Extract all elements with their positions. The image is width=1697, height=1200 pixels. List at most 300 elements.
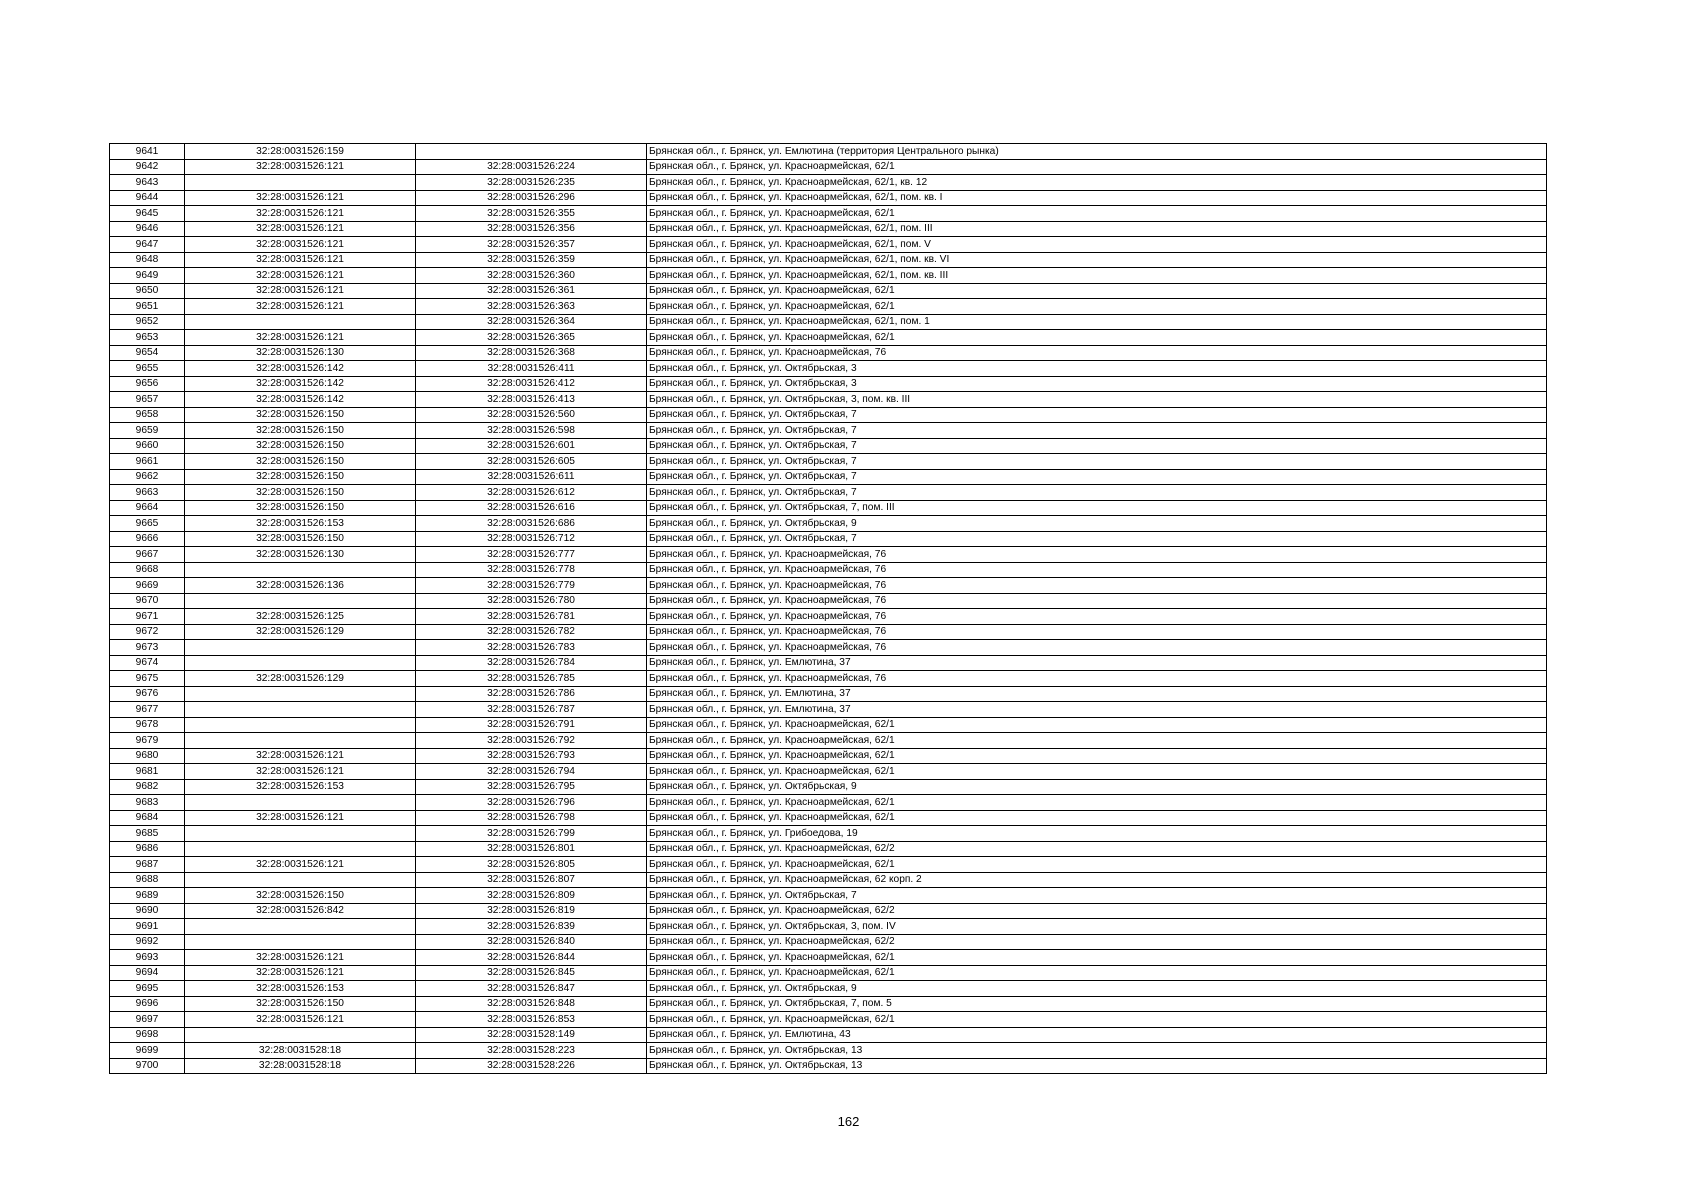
address-cell: Брянская обл., г. Брянск, ул. Красноармейская, 62/2 — [647, 903, 1547, 919]
table-row — [110, 376, 1547, 392]
row-number-cell: 9650 — [110, 283, 185, 299]
parent-cadastral-number-cell: 32:28:0031526:142 — [185, 376, 416, 392]
table-row — [110, 733, 1547, 749]
parent-cadastral-number-cell: 32:28:0031526:150 — [185, 500, 416, 516]
table-row — [110, 144, 1547, 160]
address-cell: Брянская обл., г. Брянск, ул. Октябрьская, 7 — [647, 469, 1547, 485]
address-cell: Брянская обл., г. Брянск, ул. Красноармейская, 62/1, пом. V — [647, 237, 1547, 253]
cadastral-number-cell: 32:28:0031526:839 — [416, 919, 647, 935]
table-row — [110, 748, 1547, 764]
table-row — [110, 562, 1547, 578]
table-row — [110, 268, 1547, 284]
row-number-cell: 9668 — [110, 562, 185, 578]
row-number-cell: 9695 — [110, 981, 185, 997]
address-cell: Брянская обл., г. Брянск, ул. Красноармейская, 76 — [647, 345, 1547, 361]
parent-cadastral-number-cell — [185, 175, 416, 191]
address-cell: Брянская обл., г. Брянск, ул. Красноармейская, 62/1 — [647, 857, 1547, 873]
cadastral-number-cell: 32:28:0031526:779 — [416, 578, 647, 594]
row-number-cell: 9664 — [110, 500, 185, 516]
address-cell: Брянская обл., г. Брянск, ул. Октябрьская, 13 — [647, 1058, 1547, 1074]
table-row — [110, 159, 1547, 175]
address-cell: Брянская обл., г. Брянск, ул. Красноармейская, 62/1 — [647, 795, 1547, 811]
row-number-cell: 9642 — [110, 159, 185, 175]
address-cell: Брянская обл., г. Брянск, ул. Октябрьская, 3 — [647, 361, 1547, 377]
row-number-cell: 9697 — [110, 1012, 185, 1028]
table-row — [110, 841, 1547, 857]
table-row — [110, 299, 1547, 315]
cadastral-number-cell: 32:28:0031526:560 — [416, 407, 647, 423]
parent-cadastral-number-cell — [185, 717, 416, 733]
parent-cadastral-number-cell: 32:28:0031526:150 — [185, 888, 416, 904]
table-row — [110, 361, 1547, 377]
address-cell: Брянская обл., г. Брянск, ул. Октябрьская, 9 — [647, 516, 1547, 532]
cadastral-number-cell: 32:28:0031526:795 — [416, 779, 647, 795]
parent-cadastral-number-cell: 32:28:0031526:125 — [185, 609, 416, 625]
row-number-cell: 9670 — [110, 593, 185, 609]
parent-cadastral-number-cell: 32:28:0031526:142 — [185, 392, 416, 408]
row-number-cell: 9674 — [110, 655, 185, 671]
address-cell: Брянская обл., г. Брянск, ул. Октябрьская, 9 — [647, 981, 1547, 997]
cadastral-number-cell: 32:28:0031528:149 — [416, 1027, 647, 1043]
address-cell: Брянская обл., г. Брянск, ул. Красноармейская, 62/1, пом. III — [647, 221, 1547, 237]
table-row — [110, 764, 1547, 780]
parent-cadastral-number-cell: 32:28:0031526:121 — [185, 190, 416, 206]
address-cell: Брянская обл., г. Брянск, ул. Красноармейская, 62/2 — [647, 841, 1547, 857]
parent-cadastral-number-cell — [185, 593, 416, 609]
cadastral-number-cell: 32:28:0031526:782 — [416, 624, 647, 640]
parent-cadastral-number-cell: 32:28:0031526:121 — [185, 159, 416, 175]
table-row — [110, 175, 1547, 191]
address-cell: Брянская обл., г. Брянск, ул. Октябрьская, 7 — [647, 438, 1547, 454]
address-cell: Брянская обл., г. Брянск, ул. Октябрьская, 7, пом. III — [647, 500, 1547, 516]
cadastral-number-cell: 32:28:0031526:844 — [416, 950, 647, 966]
row-number-cell: 9662 — [110, 469, 185, 485]
address-cell: Брянская обл., г. Брянск, ул. Емлютина, 37 — [647, 702, 1547, 718]
parent-cadastral-number-cell: 32:28:0031526:121 — [185, 283, 416, 299]
address-cell: Брянская обл., г. Брянск, ул. Красноармейская, 62/1 — [647, 810, 1547, 826]
parent-cadastral-number-cell — [185, 640, 416, 656]
table-row — [110, 283, 1547, 299]
table-row — [110, 857, 1547, 873]
address-cell: Брянская обл., г. Брянск, ул. Октябрьская, 3, пом. IV — [647, 919, 1547, 935]
parent-cadastral-number-cell: 32:28:0031526:121 — [185, 950, 416, 966]
table-row — [110, 795, 1547, 811]
address-cell: Брянская обл., г. Брянск, ул. Красноармейская, 76 — [647, 547, 1547, 563]
table-row — [110, 407, 1547, 423]
cadastral-number-cell: 32:28:0031526:605 — [416, 454, 647, 470]
row-number-cell: 9658 — [110, 407, 185, 423]
cadastral-number-cell: 32:28:0031526:799 — [416, 826, 647, 842]
parent-cadastral-number-cell: 32:28:0031526:150 — [185, 469, 416, 485]
table-row — [110, 423, 1547, 439]
parent-cadastral-number-cell: 32:28:0031526:136 — [185, 578, 416, 594]
cadastral-number-cell: 32:28:0031526:801 — [416, 841, 647, 857]
parent-cadastral-number-cell: 32:28:0031526:121 — [185, 965, 416, 981]
row-number-cell: 9679 — [110, 733, 185, 749]
cadastral-number-cell: 32:28:0031526:781 — [416, 609, 647, 625]
cadastral-number-cell: 32:28:0031526:368 — [416, 345, 647, 361]
row-number-cell: 9649 — [110, 268, 185, 284]
cadastral-number-cell: 32:28:0031526:783 — [416, 640, 647, 656]
table-row — [110, 1012, 1547, 1028]
row-number-cell: 9700 — [110, 1058, 185, 1074]
row-number-cell: 9666 — [110, 531, 185, 547]
row-number-cell: 9646 — [110, 221, 185, 237]
parent-cadastral-number-cell — [185, 826, 416, 842]
address-cell: Брянская обл., г. Брянск, ул. Красноармейская, 62/1 — [647, 733, 1547, 749]
row-number-cell: 9652 — [110, 314, 185, 330]
table-row — [110, 531, 1547, 547]
parent-cadastral-number-cell — [185, 655, 416, 671]
address-cell: Брянская обл., г. Брянск, ул. Емлютина (территория Центрального рынка) — [647, 144, 1547, 160]
address-cell: Брянская обл., г. Брянск, ул. Красноармейская, 62/1 — [647, 299, 1547, 315]
table-row — [110, 640, 1547, 656]
cadastral-number-cell: 32:28:0031526:235 — [416, 175, 647, 191]
table-row — [110, 1058, 1547, 1074]
address-cell: Брянская обл., г. Брянск, ул. Октябрьская, 9 — [647, 779, 1547, 795]
row-number-cell: 9641 — [110, 144, 185, 160]
parent-cadastral-number-cell: 32:28:0031526:121 — [185, 1012, 416, 1028]
table-row — [110, 1043, 1547, 1059]
row-number-cell: 9663 — [110, 485, 185, 501]
parent-cadastral-number-cell — [185, 702, 416, 718]
cadastral-number-cell: 32:28:0031526:809 — [416, 888, 647, 904]
address-cell: Брянская обл., г. Брянск, ул. Красноармейская, 76 — [647, 562, 1547, 578]
cadastral-number-cell: 32:28:0031526:777 — [416, 547, 647, 563]
parent-cadastral-number-cell: 32:28:0031526:121 — [185, 764, 416, 780]
table-row — [110, 314, 1547, 330]
address-cell: Брянская обл., г. Брянск, ул. Октябрьская, 7 — [647, 407, 1547, 423]
cadastral-number-cell: 32:28:0031526:796 — [416, 795, 647, 811]
cadastral-number-cell: 32:28:0031528:223 — [416, 1043, 647, 1059]
parent-cadastral-number-cell: 32:28:0031526:121 — [185, 810, 416, 826]
row-number-cell: 9687 — [110, 857, 185, 873]
cadastral-number-cell: 32:28:0031526:712 — [416, 531, 647, 547]
cadastral-number-cell: 32:28:0031526:224 — [416, 159, 647, 175]
cadastral-number-cell: 32:28:0031526:611 — [416, 469, 647, 485]
address-cell: Брянская обл., г. Брянск, ул. Красноармейская, 62/1, кв. 12 — [647, 175, 1547, 191]
table-row — [110, 516, 1547, 532]
parent-cadastral-number-cell: 32:28:0031526:130 — [185, 345, 416, 361]
table-row — [110, 392, 1547, 408]
cadastral-number-cell: 32:28:0031526:793 — [416, 748, 647, 764]
cadastral-number-cell: 32:28:0031526:848 — [416, 996, 647, 1012]
cadastral-table — [109, 143, 1547, 1074]
address-cell: Брянская обл., г. Брянск, ул. Емлютина, 43 — [647, 1027, 1547, 1043]
address-cell: Брянская обл., г. Брянск, ул. Красноармейская, 76 — [647, 609, 1547, 625]
cadastral-number-cell: 32:28:0031526:359 — [416, 252, 647, 268]
table-row — [110, 686, 1547, 702]
table-row — [110, 981, 1547, 997]
cadastral-number-cell: 32:28:0031526:616 — [416, 500, 647, 516]
cadastral-number-cell: 32:28:0031526:786 — [416, 686, 647, 702]
table-row — [110, 1027, 1547, 1043]
cadastral-number-cell: 32:28:0031526:798 — [416, 810, 647, 826]
row-number-cell: 9651 — [110, 299, 185, 315]
row-number-cell: 9671 — [110, 609, 185, 625]
cadastral-number-cell: 32:28:0031526:787 — [416, 702, 647, 718]
cadastral-number-cell: 32:28:0031526:360 — [416, 268, 647, 284]
table-row — [110, 500, 1547, 516]
row-number-cell: 9654 — [110, 345, 185, 361]
row-number-cell: 9677 — [110, 702, 185, 718]
parent-cadastral-number-cell — [185, 795, 416, 811]
cadastral-number-cell: 32:28:0031526:363 — [416, 299, 647, 315]
table-row — [110, 609, 1547, 625]
address-cell: Брянская обл., г. Брянск, ул. Красноармейская, 62/1, пом. 1 — [647, 314, 1547, 330]
cadastral-number-cell: 32:28:0031526:853 — [416, 1012, 647, 1028]
parent-cadastral-number-cell — [185, 686, 416, 702]
address-cell: Брянская обл., г. Брянск, ул. Октябрьская, 3, пом. кв. III — [647, 392, 1547, 408]
parent-cadastral-number-cell — [185, 562, 416, 578]
cadastral-number-cell: 32:28:0031526:296 — [416, 190, 647, 206]
address-cell: Брянская обл., г. Брянск, ул. Октябрьская, 7 — [647, 454, 1547, 470]
address-cell: Брянская обл., г. Брянск, ул. Красноармейская, 62/1 — [647, 748, 1547, 764]
table-row — [110, 919, 1547, 935]
address-cell: Брянская обл., г. Брянск, ул. Грибоедова, 19 — [647, 826, 1547, 842]
parent-cadastral-number-cell: 32:28:0031526:121 — [185, 748, 416, 764]
table-row — [110, 547, 1547, 563]
cadastral-number-cell: 32:28:0031526:365 — [416, 330, 647, 346]
parent-cadastral-number-cell: 32:28:0031526:150 — [185, 454, 416, 470]
table-row — [110, 624, 1547, 640]
parent-cadastral-number-cell: 32:28:0031526:121 — [185, 299, 416, 315]
cadastral-number-cell: 32:28:0031526:411 — [416, 361, 647, 377]
parent-cadastral-number-cell: 32:28:0031526:121 — [185, 252, 416, 268]
row-number-cell: 9644 — [110, 190, 185, 206]
parent-cadastral-number-cell: 32:28:0031528:18 — [185, 1058, 416, 1074]
row-number-cell: 9692 — [110, 934, 185, 950]
address-cell: Брянская обл., г. Брянск, ул. Октябрьская, 7 — [647, 531, 1547, 547]
address-cell: Брянская обл., г. Брянск, ул. Красноармейская, 62/1 — [647, 1012, 1547, 1028]
table-row — [110, 578, 1547, 594]
table-row — [110, 438, 1547, 454]
table-row — [110, 950, 1547, 966]
table-row — [110, 221, 1547, 237]
row-number-cell: 9681 — [110, 764, 185, 780]
table-row — [110, 469, 1547, 485]
cadastral-number-cell: 32:28:0031526:785 — [416, 671, 647, 687]
address-cell: Брянская обл., г. Брянск, ул. Октябрьская, 7 — [647, 423, 1547, 439]
table-row — [110, 934, 1547, 950]
address-cell: Брянская обл., г. Брянск, ул. Красноармейская, 62/1, пом. кв. III — [647, 268, 1547, 284]
table-row — [110, 717, 1547, 733]
table-row — [110, 965, 1547, 981]
row-number-cell: 9643 — [110, 175, 185, 191]
table-row — [110, 888, 1547, 904]
cadastral-number-cell: 32:28:0031526:355 — [416, 206, 647, 222]
row-number-cell: 9685 — [110, 826, 185, 842]
address-cell: Брянская обл., г. Брянск, ул. Октябрьская, 7 — [647, 888, 1547, 904]
table-row — [110, 206, 1547, 222]
address-cell: Брянская обл., г. Брянск, ул. Красноармейская, 76 — [647, 640, 1547, 656]
cadastral-number-cell: 32:28:0031528:226 — [416, 1058, 647, 1074]
row-number-cell: 9665 — [110, 516, 185, 532]
row-number-cell: 9682 — [110, 779, 185, 795]
table-row — [110, 237, 1547, 253]
row-number-cell: 9676 — [110, 686, 185, 702]
parent-cadastral-number-cell: 32:28:0031526:121 — [185, 206, 416, 222]
address-cell: Брянская обл., г. Брянск, ул. Красноармейская, 62/1 — [647, 283, 1547, 299]
address-cell: Брянская обл., г. Брянск, ул. Емлютина, 37 — [647, 655, 1547, 671]
parent-cadastral-number-cell: 32:28:0031526:153 — [185, 516, 416, 532]
parent-cadastral-number-cell: 32:28:0031526:150 — [185, 423, 416, 439]
row-number-cell: 9659 — [110, 423, 185, 439]
table-row — [110, 252, 1547, 268]
row-number-cell: 9688 — [110, 872, 185, 888]
row-number-cell: 9656 — [110, 376, 185, 392]
row-number-cell: 9653 — [110, 330, 185, 346]
row-number-cell: 9683 — [110, 795, 185, 811]
cadastral-number-cell: 32:28:0031526:792 — [416, 733, 647, 749]
address-cell: Брянская обл., г. Брянск, ул. Октябрьская, 3 — [647, 376, 1547, 392]
cadastral-number-cell: 32:28:0031526:778 — [416, 562, 647, 578]
parent-cadastral-number-cell: 32:28:0031526:153 — [185, 779, 416, 795]
address-cell: Брянская обл., г. Брянск, ул. Октябрьская, 7, пом. 5 — [647, 996, 1547, 1012]
row-number-cell: 9678 — [110, 717, 185, 733]
parent-cadastral-number-cell: 32:28:0031528:18 — [185, 1043, 416, 1059]
cadastral-number-cell: 32:28:0031526:791 — [416, 717, 647, 733]
parent-cadastral-number-cell — [185, 733, 416, 749]
cadastral-number-cell: 32:28:0031526:805 — [416, 857, 647, 873]
table-row — [110, 190, 1547, 206]
cadastral-number-cell: 32:28:0031526:819 — [416, 903, 647, 919]
address-cell: Брянская обл., г. Брянск, ул. Красноармейская, 62/1 — [647, 330, 1547, 346]
row-number-cell: 9675 — [110, 671, 185, 687]
parent-cadastral-number-cell — [185, 919, 416, 935]
table-row — [110, 826, 1547, 842]
address-cell: Брянская обл., г. Брянск, ул. Красноармейская, 62/1 — [647, 764, 1547, 780]
table-row — [110, 345, 1547, 361]
parent-cadastral-number-cell — [185, 934, 416, 950]
parent-cadastral-number-cell — [185, 872, 416, 888]
row-number-cell: 9690 — [110, 903, 185, 919]
parent-cadastral-number-cell: 32:28:0031526:129 — [185, 624, 416, 640]
row-number-cell: 9647 — [110, 237, 185, 253]
parent-cadastral-number-cell: 32:28:0031526:142 — [185, 361, 416, 377]
row-number-cell: 9691 — [110, 919, 185, 935]
parent-cadastral-number-cell: 32:28:0031526:842 — [185, 903, 416, 919]
cadastral-number-cell: 32:28:0031526:840 — [416, 934, 647, 950]
parent-cadastral-number-cell — [185, 314, 416, 330]
row-number-cell: 9655 — [110, 361, 185, 377]
address-cell: Брянская обл., г. Брянск, ул. Красноармейская, 62/1, пом. кв. VI — [647, 252, 1547, 268]
address-cell: Брянская обл., г. Брянск, ул. Красноармейская, 76 — [647, 624, 1547, 640]
row-number-cell: 9645 — [110, 206, 185, 222]
cadastral-number-cell: 32:28:0031526:413 — [416, 392, 647, 408]
row-number-cell: 9657 — [110, 392, 185, 408]
row-number-cell: 9699 — [110, 1043, 185, 1059]
page-number: 162 — [837, 1114, 860, 1129]
table-row — [110, 671, 1547, 687]
parent-cadastral-number-cell: 32:28:0031526:150 — [185, 438, 416, 454]
address-cell: Брянская обл., г. Брянск, ул. Октябрьская, 7 — [647, 485, 1547, 501]
parent-cadastral-number-cell: 32:28:0031526:121 — [185, 237, 416, 253]
row-number-cell: 9680 — [110, 748, 185, 764]
parent-cadastral-number-cell: 32:28:0031526:121 — [185, 268, 416, 284]
cadastral-number-cell: 32:28:0031526:784 — [416, 655, 647, 671]
parent-cadastral-number-cell: 32:28:0031526:121 — [185, 857, 416, 873]
cadastral-number-cell — [416, 144, 647, 160]
cadastral-number-cell: 32:28:0031526:356 — [416, 221, 647, 237]
address-cell: Брянская обл., г. Брянск, ул. Красноармейская, 62/2 — [647, 934, 1547, 950]
row-number-cell: 9689 — [110, 888, 185, 904]
table-row — [110, 702, 1547, 718]
cadastral-number-cell: 32:28:0031526:686 — [416, 516, 647, 532]
address-cell: Брянская обл., г. Брянск, ул. Красноармейская, 62 корп. 2 — [647, 872, 1547, 888]
row-number-cell: 9693 — [110, 950, 185, 966]
cadastral-number-cell: 32:28:0031526:847 — [416, 981, 647, 997]
table-row — [110, 454, 1547, 470]
row-number-cell: 9648 — [110, 252, 185, 268]
address-cell: Брянская обл., г. Брянск, ул. Красноармейская, 62/1 — [647, 950, 1547, 966]
table-row — [110, 655, 1547, 671]
table-row — [110, 593, 1547, 609]
table-row — [110, 810, 1547, 826]
row-number-cell: 9673 — [110, 640, 185, 656]
cadastral-table-body — [110, 144, 1547, 1074]
address-cell: Брянская обл., г. Брянск, ул. Красноармейская, 76 — [647, 671, 1547, 687]
cadastral-number-cell: 32:28:0031526:364 — [416, 314, 647, 330]
parent-cadastral-number-cell: 32:28:0031526:150 — [185, 531, 416, 547]
address-cell: Брянская обл., г. Брянск, ул. Красноармейская, 62/1 — [647, 717, 1547, 733]
parent-cadastral-number-cell: 32:28:0031526:150 — [185, 996, 416, 1012]
parent-cadastral-number-cell: 32:28:0031526:129 — [185, 671, 416, 687]
parent-cadastral-number-cell — [185, 1027, 416, 1043]
cadastral-number-cell: 32:28:0031526:357 — [416, 237, 647, 253]
cadastral-number-cell: 32:28:0031526:361 — [416, 283, 647, 299]
address-cell: Брянская обл., г. Брянск, ул. Октябрьская, 13 — [647, 1043, 1547, 1059]
address-cell: Брянская обл., г. Брянск, ул. Красноармейская, 62/1 — [647, 206, 1547, 222]
table-row — [110, 485, 1547, 501]
address-cell: Брянская обл., г. Брянск, ул. Красноармейская, 76 — [647, 593, 1547, 609]
table-row — [110, 872, 1547, 888]
row-number-cell: 9660 — [110, 438, 185, 454]
parent-cadastral-number-cell: 32:28:0031526:130 — [185, 547, 416, 563]
row-number-cell: 9669 — [110, 578, 185, 594]
row-number-cell: 9661 — [110, 454, 185, 470]
row-number-cell: 9698 — [110, 1027, 185, 1043]
parent-cadastral-number-cell — [185, 841, 416, 857]
parent-cadastral-number-cell: 32:28:0031526:153 — [185, 981, 416, 997]
row-number-cell: 9667 — [110, 547, 185, 563]
cadastral-number-cell: 32:28:0031526:807 — [416, 872, 647, 888]
table-row — [110, 779, 1547, 795]
row-number-cell: 9686 — [110, 841, 185, 857]
parent-cadastral-number-cell: 32:28:0031526:150 — [185, 485, 416, 501]
row-number-cell: 9694 — [110, 965, 185, 981]
cadastral-number-cell: 32:28:0031526:794 — [416, 764, 647, 780]
address-cell: Брянская обл., г. Брянск, ул. Красноармейская, 62/1 — [647, 965, 1547, 981]
parent-cadastral-number-cell: 32:28:0031526:150 — [185, 407, 416, 423]
cadastral-number-cell: 32:28:0031526:845 — [416, 965, 647, 981]
table-row — [110, 330, 1547, 346]
parent-cadastral-number-cell: 32:28:0031526:121 — [185, 221, 416, 237]
cadastral-number-cell: 32:28:0031526:598 — [416, 423, 647, 439]
cadastral-number-cell: 32:28:0031526:612 — [416, 485, 647, 501]
parent-cadastral-number-cell: 32:28:0031526:121 — [185, 330, 416, 346]
row-number-cell: 9672 — [110, 624, 185, 640]
row-number-cell: 9684 — [110, 810, 185, 826]
cadastral-number-cell: 32:28:0031526:601 — [416, 438, 647, 454]
cadastral-number-cell: 32:28:0031526:412 — [416, 376, 647, 392]
parent-cadastral-number-cell: 32:28:0031526:159 — [185, 144, 416, 160]
address-cell: Брянская обл., г. Брянск, ул. Емлютина, 37 — [647, 686, 1547, 702]
row-number-cell: 9696 — [110, 996, 185, 1012]
address-cell: Брянская обл., г. Брянск, ул. Красноармейская, 76 — [647, 578, 1547, 594]
table-row — [110, 996, 1547, 1012]
cadastral-number-cell: 32:28:0031526:780 — [416, 593, 647, 609]
